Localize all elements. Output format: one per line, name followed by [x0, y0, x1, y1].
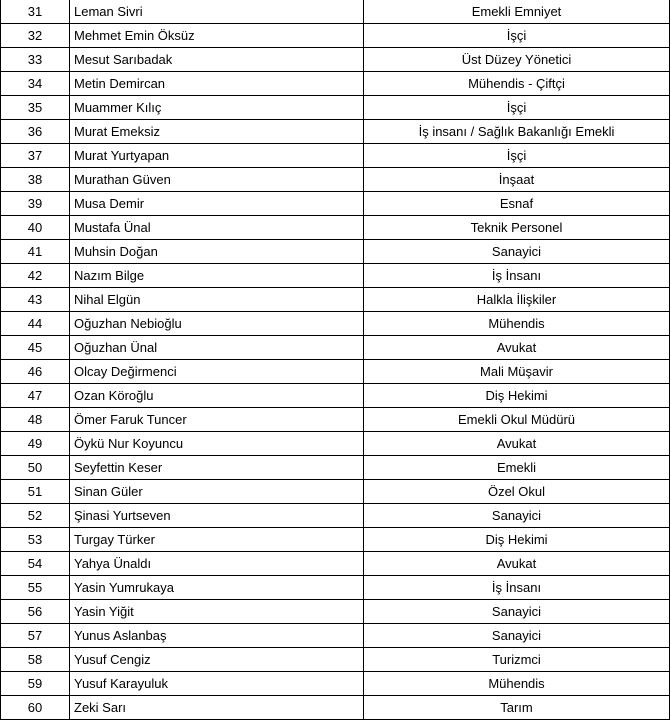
occupation-cell: Mühendis [364, 312, 670, 336]
table-row [1, 288, 670, 312]
name-cell: Turgay Türker [70, 528, 364, 552]
occupation-cell: İnşaat [364, 168, 670, 192]
name-cell: Murathan Güven [70, 168, 364, 192]
occupation-cell: Emekli Okul Müdürü [364, 408, 670, 432]
row-number-cell: 55 [1, 576, 70, 600]
table-row [1, 192, 670, 216]
row-number-cell: 60 [1, 696, 70, 720]
row-number-cell: 54 [1, 552, 70, 576]
occupation-cell: Sanayici [364, 624, 670, 648]
row-number-cell: 44 [1, 312, 70, 336]
name-cell: Nazım Bilge [70, 264, 364, 288]
row-number-cell: 59 [1, 672, 70, 696]
name-cell: Muammer Kılıç [70, 96, 364, 120]
table-row [1, 0, 670, 24]
row-number-cell: 49 [1, 432, 70, 456]
table-row [1, 360, 670, 384]
row-number-cell: 47 [1, 384, 70, 408]
table-row [1, 432, 670, 456]
occupation-cell: Diş Hekimi [364, 384, 670, 408]
name-cell: Murat Yurtyapan [70, 144, 364, 168]
name-cell: Sinan Güler [70, 480, 364, 504]
table-row [1, 168, 670, 192]
occupation-cell: Mali Müşavir [364, 360, 670, 384]
row-number-cell: 43 [1, 288, 70, 312]
table-row [1, 144, 670, 168]
occupation-cell: Mühendis [364, 672, 670, 696]
row-number-cell: 46 [1, 360, 70, 384]
name-cell: Yusuf Cengiz [70, 648, 364, 672]
name-cell: Nihal Elgün [70, 288, 364, 312]
occupation-cell: Sanayici [364, 504, 670, 528]
table-row [1, 24, 670, 48]
occupation-cell: Sanayici [364, 600, 670, 624]
name-cell: Yahya Ünaldı [70, 552, 364, 576]
name-cell: Muhsin Doğan [70, 240, 364, 264]
row-number-cell: 48 [1, 408, 70, 432]
name-cell: Olcay Değirmenci [70, 360, 364, 384]
table-row [1, 240, 670, 264]
occupation-cell: Halkla İlişkiler [364, 288, 670, 312]
table-row [1, 600, 670, 624]
occupation-cell: Teknik Personel [364, 216, 670, 240]
row-number-cell: 57 [1, 624, 70, 648]
member-table-body [1, 0, 670, 720]
name-cell: Şinasi Yurtseven [70, 504, 364, 528]
occupation-cell: Diş Hekimi [364, 528, 670, 552]
table-row [1, 264, 670, 288]
name-cell: Mesut Sarıbadak [70, 48, 364, 72]
table-row [1, 72, 670, 96]
table-row [1, 408, 670, 432]
occupation-cell: Esnaf [364, 192, 670, 216]
row-number-cell: 32 [1, 24, 70, 48]
table-row [1, 456, 670, 480]
table-row [1, 528, 670, 552]
row-number-cell: 33 [1, 48, 70, 72]
row-number-cell: 41 [1, 240, 70, 264]
name-cell: Yasin Yiğit [70, 600, 364, 624]
name-cell: Metin Demircan [70, 72, 364, 96]
name-cell: Ozan Köroğlu [70, 384, 364, 408]
table-row [1, 48, 670, 72]
name-cell: Leman Sivri [70, 0, 364, 24]
table-row [1, 672, 670, 696]
table-row [1, 216, 670, 240]
row-number-cell: 58 [1, 648, 70, 672]
table-row [1, 480, 670, 504]
occupation-cell: Mühendis - Çiftçi [364, 72, 670, 96]
occupation-cell: İş İnsanı [364, 264, 670, 288]
table-row [1, 336, 670, 360]
name-cell: Yunus Aslanbaş [70, 624, 364, 648]
name-cell: Yusuf Karayuluk [70, 672, 364, 696]
row-number-cell: 52 [1, 504, 70, 528]
row-number-cell: 37 [1, 144, 70, 168]
table-row [1, 120, 670, 144]
name-cell: Ömer Faruk Tuncer [70, 408, 364, 432]
name-cell: Mustafa Ünal [70, 216, 364, 240]
row-number-cell: 39 [1, 192, 70, 216]
name-cell: Musa Demir [70, 192, 364, 216]
occupation-cell: Turizmci [364, 648, 670, 672]
occupation-cell: İşçi [364, 96, 670, 120]
table-row [1, 504, 670, 528]
occupation-cell: Üst Düzey Yönetici [364, 48, 670, 72]
occupation-cell: Sanayici [364, 240, 670, 264]
row-number-cell: 50 [1, 456, 70, 480]
name-cell: Murat Emeksiz [70, 120, 364, 144]
occupation-cell: Emekli Emniyet [364, 0, 670, 24]
table-row [1, 312, 670, 336]
row-number-cell: 35 [1, 96, 70, 120]
occupation-cell: Emekli [364, 456, 670, 480]
row-number-cell: 51 [1, 480, 70, 504]
name-cell: Öykü Nur Koyuncu [70, 432, 364, 456]
table-row [1, 552, 670, 576]
occupation-cell: İşçi [364, 24, 670, 48]
row-number-cell: 31 [1, 0, 70, 24]
name-cell: Oğuzhan Nebioğlu [70, 312, 364, 336]
occupation-cell: İş insanı / Sağlık Bakanlığı Emekli [364, 120, 670, 144]
name-cell: Seyfettin Keser [70, 456, 364, 480]
table-row [1, 384, 670, 408]
name-cell: Mehmet Emin Öksüz [70, 24, 364, 48]
name-cell: Oğuzhan Ünal [70, 336, 364, 360]
table-row [1, 96, 670, 120]
row-number-cell: 40 [1, 216, 70, 240]
name-cell: Zeki Sarı [70, 696, 364, 720]
row-number-cell: 38 [1, 168, 70, 192]
occupation-cell: İşçi [364, 144, 670, 168]
table-row [1, 696, 670, 720]
row-number-cell: 36 [1, 120, 70, 144]
table-row [1, 624, 670, 648]
occupation-cell: Özel Okul [364, 480, 670, 504]
row-number-cell: 34 [1, 72, 70, 96]
row-number-cell: 45 [1, 336, 70, 360]
occupation-cell: Avukat [364, 432, 670, 456]
name-cell: Yasin Yumrukaya [70, 576, 364, 600]
occupation-cell: İş İnsanı [364, 576, 670, 600]
occupation-cell: Avukat [364, 552, 670, 576]
occupation-cell: Tarım [364, 696, 670, 720]
occupation-cell: Avukat [364, 336, 670, 360]
row-number-cell: 56 [1, 600, 70, 624]
table-row [1, 648, 670, 672]
row-number-cell: 42 [1, 264, 70, 288]
row-number-cell: 53 [1, 528, 70, 552]
table-row [1, 576, 670, 600]
